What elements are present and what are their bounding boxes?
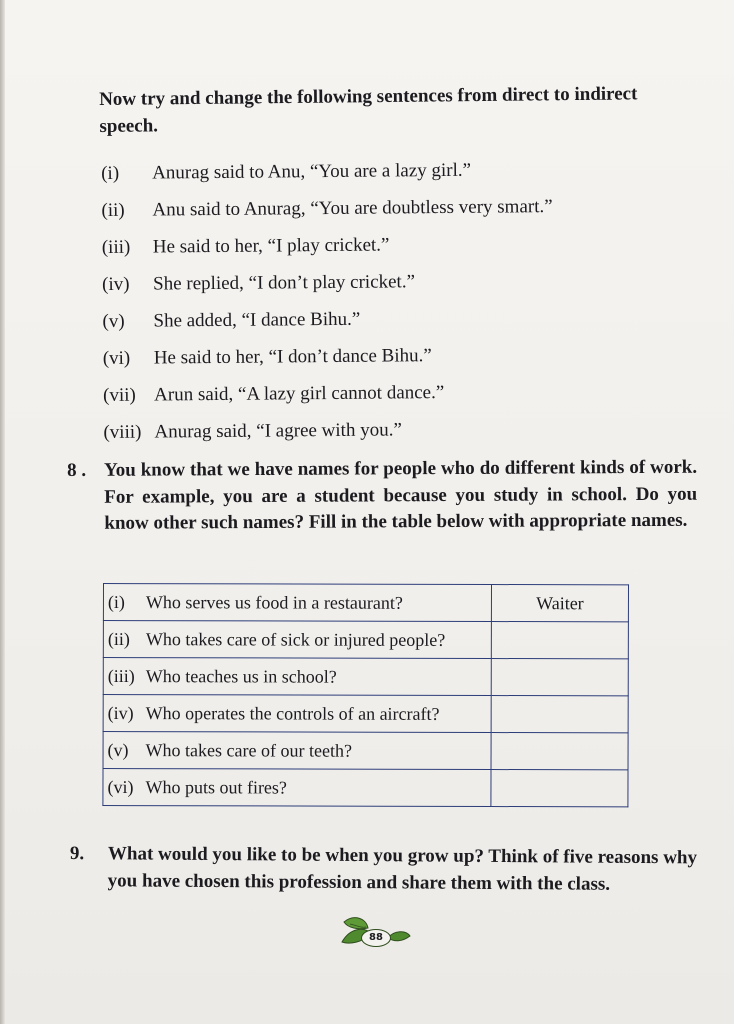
table-row (103, 769, 628, 807)
question-text: What would you like to be when you grow up? Think of five reasons why you have chosen this profession and share them with the class. (107, 843, 698, 895)
row-question: Who operates the controls of an aircraft? (145, 702, 440, 724)
exercise-item (102, 261, 662, 303)
question-text: You know that we have names for people who do different kinds of work. For example, you are a student because you study in school. Do you know other such names? Fill in the table below with appropriate names. (104, 456, 698, 534)
exercise-number: (iii) (101, 236, 131, 258)
row-question: Who takes care of sick or injured people? (145, 628, 446, 650)
exercise-sentence: Arun said, “A lazy girl cannot dance.” (154, 381, 445, 406)
exercise-sentence: Anurag said to Anu, “You are a lazy girl.” (152, 159, 472, 184)
question-8 (67, 455, 697, 538)
exercise-item (102, 298, 662, 340)
exercise-number: (i) (101, 162, 120, 184)
professions-table (102, 583, 629, 807)
table-answer-cell[interactable]: Waiter (491, 585, 628, 622)
question-number: 8 . (67, 459, 87, 481)
table-question-cell (103, 584, 491, 622)
exercise-sentence: She added, “I dance Bihu.” (153, 308, 361, 332)
row-question: Who serves us food in a restaurant? (145, 591, 403, 613)
table-question-cell (103, 769, 491, 807)
table-answer-cell[interactable] (491, 733, 628, 770)
exercise-item (103, 372, 663, 414)
instruction-heading: Now try and change the following sentences from direct to indirect speech. (99, 83, 638, 137)
table-answer-cell[interactable] (491, 770, 628, 807)
exercise-number: (vii) (103, 384, 136, 406)
row-number: (iv) (107, 702, 134, 723)
exercise-number: (viii) (103, 421, 142, 443)
table-question-cell (103, 732, 491, 770)
table-row (103, 621, 628, 659)
table-question-cell (103, 621, 491, 659)
row-number: (iii) (107, 665, 135, 686)
exercise-sentence: He said to her, “I don’t dance Bihu.” (153, 344, 432, 369)
table-answer-cell[interactable] (491, 696, 628, 733)
page-spine-shadow (0, 0, 5, 1024)
table-answer-cell[interactable] (491, 622, 628, 659)
exercise-number: (iv) (102, 273, 130, 295)
exercise-sentence: He said to her, “I play cricket.” (152, 233, 390, 258)
table-row (103, 732, 628, 770)
exercise-sentence: Anu said to Anurag, “You are doubtless very smart.” (152, 195, 553, 221)
row-question: Who puts out fires? (145, 776, 287, 797)
table-answer-cell[interactable] (491, 659, 628, 696)
exercise-number: (v) (102, 310, 125, 332)
exercise-list (101, 150, 664, 451)
row-number: (vi) (107, 776, 134, 797)
row-question: Who teaches us in school? (145, 665, 337, 687)
question-9 (70, 841, 700, 898)
row-number: (ii) (107, 628, 130, 649)
row-number: (v) (107, 739, 129, 760)
table-row (103, 695, 628, 733)
exercise-item (101, 187, 661, 229)
page-number: 88 (361, 929, 391, 947)
exercise-number: (vi) (102, 347, 131, 369)
row-number: (i) (107, 591, 125, 612)
exercise-item (102, 224, 662, 266)
exercise-sentence: She replied, “I don’t play cricket.” (153, 270, 416, 295)
exercise-item (103, 335, 663, 377)
exercise-number: (ii) (101, 199, 125, 221)
table-row (103, 584, 628, 622)
exercise-sentence: Anurag said, “I agree with you.” (154, 418, 402, 443)
exercise-item (101, 150, 661, 192)
row-question: Who takes care of our teeth? (145, 739, 352, 761)
exercise-item (103, 409, 663, 451)
page-footer (336, 912, 412, 956)
table-question-cell (103, 658, 491, 696)
question-number: 9. (69, 842, 85, 865)
table-question-cell (103, 695, 491, 733)
table-row (103, 658, 628, 696)
